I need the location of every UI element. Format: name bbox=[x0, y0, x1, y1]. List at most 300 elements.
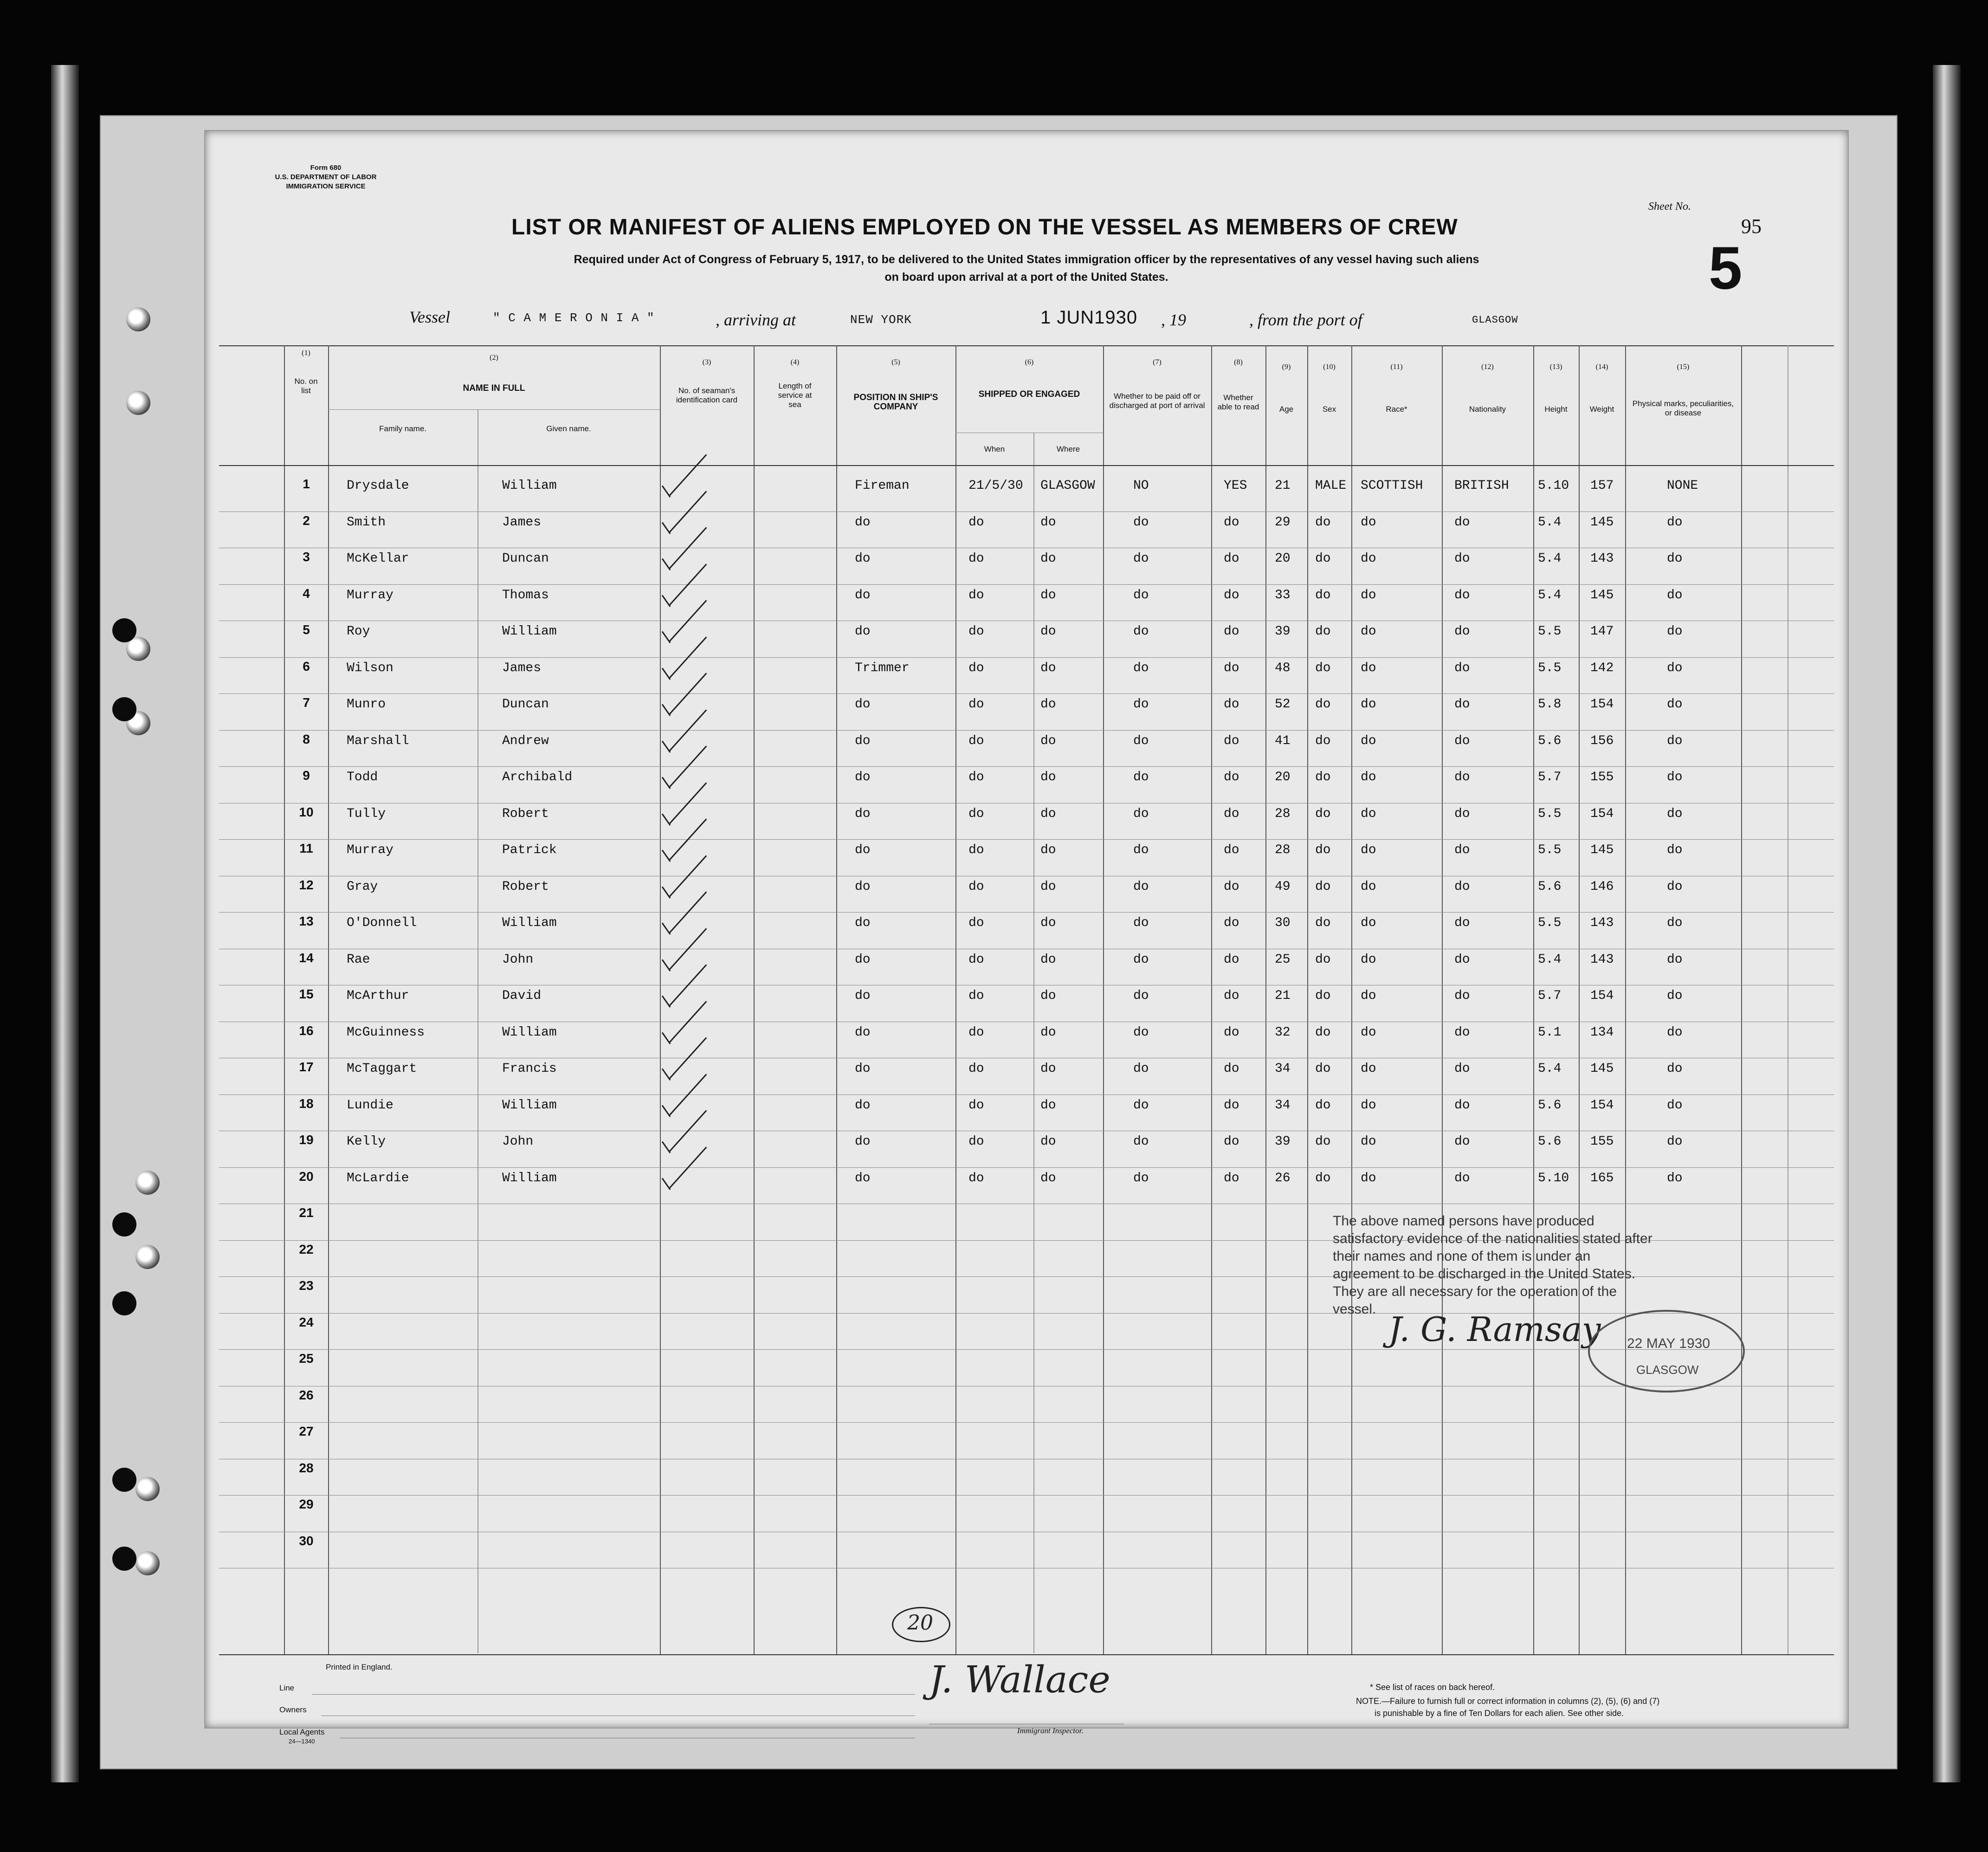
weight-cell: 145 bbox=[1590, 515, 1614, 530]
shipped-where-cell: do bbox=[1040, 952, 1056, 967]
physical-marks-cell: do bbox=[1667, 697, 1683, 712]
nationality-cell: do bbox=[1454, 1171, 1470, 1185]
local-agents-label: Local Agents bbox=[279, 1728, 325, 1736]
id-card-checkmark-tail bbox=[662, 558, 671, 570]
able-to-read-cell: do bbox=[1224, 879, 1239, 894]
physical-marks-cell: do bbox=[1667, 952, 1683, 967]
able-to-read-cell: do bbox=[1224, 1134, 1239, 1149]
nationality-cell: do bbox=[1454, 697, 1470, 712]
punch-hole bbox=[112, 1468, 136, 1492]
col2-header: NAME IN FULL bbox=[463, 383, 525, 393]
physical-marks-cell: do bbox=[1667, 989, 1683, 1003]
position-cell: do bbox=[855, 1062, 871, 1076]
height-cell: 5.4 bbox=[1538, 515, 1562, 530]
weight-cell: 155 bbox=[1590, 770, 1614, 784]
able-to-read-cell: do bbox=[1224, 551, 1239, 566]
row-number: 15 bbox=[299, 987, 314, 1001]
paid-off-cell: do bbox=[1133, 733, 1149, 748]
punch-hole bbox=[136, 1245, 160, 1269]
given-name-cell: John bbox=[502, 952, 534, 967]
race-cell: do bbox=[1361, 1062, 1376, 1076]
row-number: 10 bbox=[299, 804, 314, 819]
nationality-cell: do bbox=[1454, 1134, 1470, 1149]
col14-number: (14) bbox=[1595, 363, 1608, 371]
row-rule bbox=[219, 839, 1834, 840]
id-card-checkmark-tail bbox=[662, 631, 671, 643]
shipped-where-cell: do bbox=[1040, 916, 1056, 930]
age-cell: 34 bbox=[1275, 1062, 1291, 1076]
sex-cell: do bbox=[1315, 1098, 1331, 1113]
row-number: 27 bbox=[299, 1424, 314, 1438]
col1-header: No. on list bbox=[294, 377, 318, 395]
sex-cell: do bbox=[1315, 806, 1331, 821]
arrival-port: NEW YORK bbox=[850, 313, 912, 327]
shipped-where-cell: do bbox=[1040, 989, 1056, 1003]
page-number: 5 bbox=[1709, 234, 1743, 302]
age-cell: 28 bbox=[1275, 806, 1291, 821]
shipped-when-cell: do bbox=[968, 1098, 984, 1113]
given-name-cell: James bbox=[502, 515, 542, 530]
nationality-cell: do bbox=[1454, 989, 1470, 1003]
physical-marks-cell: do bbox=[1667, 1062, 1683, 1076]
paid-off-cell: do bbox=[1133, 697, 1149, 712]
able-to-read-cell: do bbox=[1224, 843, 1239, 857]
row-number: 5 bbox=[303, 622, 310, 637]
height-cell: 5.4 bbox=[1538, 952, 1562, 967]
column-divider bbox=[1033, 433, 1034, 1653]
height-cell: 5.6 bbox=[1538, 1098, 1562, 1113]
height-cell: 5.5 bbox=[1538, 661, 1562, 675]
family-name-cell: Roy bbox=[347, 624, 370, 639]
id-card-checkmark-tail bbox=[662, 740, 671, 752]
nationality-cell: do bbox=[1454, 770, 1470, 784]
id-card-checkmark-tail bbox=[662, 777, 671, 789]
shipped-where-cell: do bbox=[1040, 551, 1056, 566]
weight-cell: 147 bbox=[1590, 624, 1614, 639]
nationality-cell: do bbox=[1454, 551, 1470, 566]
able-to-read-cell: do bbox=[1224, 770, 1239, 784]
row-number: 26 bbox=[299, 1387, 314, 1402]
shipped-when-cell: do bbox=[968, 1062, 984, 1076]
row-number: 13 bbox=[299, 914, 314, 928]
row-number: 29 bbox=[299, 1497, 314, 1511]
position-cell: do bbox=[855, 697, 871, 712]
physical-marks-cell: do bbox=[1667, 806, 1683, 821]
physical-marks-cell: do bbox=[1667, 515, 1683, 530]
sex-cell: do bbox=[1315, 952, 1331, 967]
physical-marks-cell: do bbox=[1667, 879, 1683, 894]
shipped-where-cell: do bbox=[1040, 1025, 1056, 1040]
race-cell: SCOTTISH bbox=[1361, 479, 1423, 493]
col10-number: (10) bbox=[1323, 363, 1336, 371]
position-cell: do bbox=[855, 588, 871, 602]
nationality-cell: do bbox=[1454, 806, 1470, 821]
height-cell: 5.8 bbox=[1538, 697, 1562, 712]
race-cell: do bbox=[1361, 697, 1376, 712]
sheet-number-value: 95 bbox=[1741, 215, 1762, 238]
paid-off-cell: do bbox=[1133, 1025, 1149, 1040]
column-divider bbox=[955, 345, 956, 1654]
weight-cell: 165 bbox=[1590, 1171, 1614, 1185]
arrival-date: 1 JUN1930 bbox=[1040, 307, 1138, 328]
column-divider bbox=[1265, 345, 1266, 1654]
physical-marks-cell: do bbox=[1667, 551, 1683, 566]
weight-cell: 145 bbox=[1590, 588, 1614, 602]
position-cell: do bbox=[855, 1098, 871, 1113]
weight-cell: 146 bbox=[1590, 879, 1614, 894]
shipped-where-cell: do bbox=[1040, 697, 1056, 712]
col4-header: Length of service at sea bbox=[778, 382, 812, 409]
shipped-when-cell: do bbox=[968, 551, 984, 566]
row-number: 6 bbox=[303, 659, 310, 673]
position-cell: do bbox=[855, 879, 871, 894]
race-cell: do bbox=[1361, 879, 1376, 894]
row-rule bbox=[219, 1495, 1834, 1496]
row-number: 28 bbox=[299, 1460, 314, 1475]
given-name-cell: Robert bbox=[502, 806, 549, 821]
family-name-cell: Gray bbox=[347, 879, 378, 894]
physical-marks-cell: do bbox=[1667, 843, 1683, 857]
physical-marks-cell: do bbox=[1667, 1098, 1683, 1113]
age-cell: 49 bbox=[1275, 879, 1291, 894]
family-name-cell: Lundie bbox=[347, 1098, 394, 1113]
sex-cell: do bbox=[1315, 989, 1331, 1003]
shipped-when-cell: do bbox=[968, 697, 984, 712]
id-card-checkmark-tail bbox=[662, 996, 671, 1008]
binder-rail-left bbox=[51, 65, 79, 1782]
given-name-cell: William bbox=[502, 1025, 557, 1040]
position-cell: do bbox=[855, 551, 871, 566]
weight-cell: 154 bbox=[1590, 697, 1614, 712]
family-name-cell: McArthur bbox=[347, 989, 409, 1003]
position-cell: Fireman bbox=[855, 479, 910, 493]
column-divider bbox=[1307, 345, 1308, 1654]
family-name-cell: Smith bbox=[347, 515, 386, 530]
age-cell: 39 bbox=[1275, 624, 1291, 639]
race-cell: do bbox=[1361, 1134, 1376, 1149]
physical-marks-cell: do bbox=[1667, 661, 1683, 675]
sex-cell: do bbox=[1315, 770, 1331, 784]
printed-in-england: Printed in England. bbox=[326, 1663, 393, 1671]
family-name-cell: Murray bbox=[347, 588, 394, 602]
column-divider bbox=[660, 345, 661, 1654]
col7-header: Whether to be paid off or discharged at port of arrival bbox=[1109, 392, 1205, 410]
id-card-checkmark-tail bbox=[662, 1068, 671, 1081]
weight-cell: 154 bbox=[1590, 806, 1614, 821]
col5-header: POSITION IN SHIP'S COMPANY bbox=[853, 393, 938, 412]
punch-hole bbox=[126, 391, 150, 415]
row-number: 8 bbox=[303, 732, 310, 746]
punch-hole bbox=[136, 1551, 160, 1575]
sex-cell: do bbox=[1315, 551, 1331, 566]
height-cell: 5.5 bbox=[1538, 806, 1562, 821]
column-divider bbox=[328, 345, 329, 1654]
height-cell: 5.5 bbox=[1538, 843, 1562, 857]
row-rule bbox=[219, 1422, 1834, 1423]
given-name-cell: Francis bbox=[502, 1062, 557, 1076]
physical-marks-cell: do bbox=[1667, 1025, 1683, 1040]
paid-off-cell: NO bbox=[1133, 479, 1149, 493]
age-cell: 29 bbox=[1275, 515, 1291, 530]
height-cell: 5.10 bbox=[1538, 479, 1569, 493]
sex-cell: do bbox=[1315, 1025, 1331, 1040]
sex-cell: do bbox=[1315, 1134, 1331, 1149]
nationality-declaration-stamp: The above named persons have produced satisfactory evidence of the nationalities stated after their names and none of them is under an agreement to be discharged in the United States. They are all necessary for the operation of the vessel. bbox=[1333, 1213, 1652, 1317]
family-name-cell: McKellar bbox=[347, 551, 409, 566]
column-divider bbox=[1442, 345, 1443, 1654]
count-circled bbox=[892, 1607, 950, 1642]
shipped-where-cell: do bbox=[1040, 733, 1056, 748]
paid-off-cell: do bbox=[1133, 588, 1149, 602]
row-number: 3 bbox=[303, 550, 310, 564]
arriving-label: , arriving at bbox=[716, 311, 796, 329]
form-identifier bbox=[270, 163, 381, 191]
race-cell: do bbox=[1361, 952, 1376, 967]
height-cell: 5.4 bbox=[1538, 551, 1562, 566]
weight-cell: 134 bbox=[1590, 1025, 1614, 1040]
shipped-where-cell: do bbox=[1040, 1171, 1056, 1185]
column-divider bbox=[1211, 345, 1212, 1654]
height-cell: 5.10 bbox=[1538, 1171, 1569, 1185]
family-name-cell: Murray bbox=[347, 843, 394, 857]
row-number: 30 bbox=[299, 1533, 314, 1548]
header-rule bbox=[328, 409, 660, 410]
col5-number: (5) bbox=[891, 358, 900, 366]
row-number: 4 bbox=[303, 586, 310, 601]
able-to-read-cell: do bbox=[1224, 661, 1239, 675]
col10-header: Sex bbox=[1322, 405, 1336, 414]
position-cell: do bbox=[855, 916, 871, 930]
weight-cell: 143 bbox=[1590, 952, 1614, 967]
punch-hole bbox=[136, 1477, 160, 1501]
shipped-where-cell: do bbox=[1040, 1134, 1056, 1149]
col12-number: (12) bbox=[1481, 363, 1494, 371]
weight-cell: 143 bbox=[1590, 916, 1614, 930]
row-rule bbox=[219, 912, 1834, 913]
paid-off-cell: do bbox=[1133, 916, 1149, 930]
age-cell: 21 bbox=[1275, 989, 1291, 1003]
row-number: 12 bbox=[299, 877, 314, 892]
weight-cell: 143 bbox=[1590, 551, 1614, 566]
sex-cell: do bbox=[1315, 515, 1331, 530]
col3-header: No. of seaman's identification card bbox=[676, 386, 738, 404]
race-cell: do bbox=[1361, 843, 1376, 857]
vessel-label: Vessel bbox=[409, 308, 450, 326]
row-number: 19 bbox=[299, 1133, 314, 1147]
column-divider bbox=[1579, 345, 1580, 1654]
height-cell: 5.6 bbox=[1538, 1134, 1562, 1149]
id-card-checkmark-tail bbox=[662, 850, 671, 862]
given-name-cell: William bbox=[502, 479, 557, 493]
shipped-where-cell: do bbox=[1040, 806, 1056, 821]
shipped-where-cell: do bbox=[1040, 1062, 1056, 1076]
age-cell: 48 bbox=[1275, 661, 1291, 675]
line-underline bbox=[312, 1694, 915, 1695]
weight-cell: 145 bbox=[1590, 843, 1614, 857]
physical-marks-cell: NONE bbox=[1667, 479, 1698, 493]
stamp-date: 22 MAY 1930 bbox=[1627, 1336, 1710, 1351]
header-bottom-rule bbox=[219, 465, 1834, 466]
position-cell: do bbox=[855, 989, 871, 1003]
position-cell: do bbox=[855, 770, 871, 784]
column-divider bbox=[836, 345, 837, 1654]
age-cell: 41 bbox=[1275, 733, 1291, 748]
inspector-signature: J. Wallace bbox=[929, 1658, 1110, 1701]
row-number: 21 bbox=[299, 1205, 314, 1220]
paid-off-cell: do bbox=[1133, 1098, 1149, 1113]
manifest-sheet bbox=[204, 130, 1849, 1745]
row-rule bbox=[219, 693, 1834, 694]
sex-cell: do bbox=[1315, 916, 1331, 930]
shipped-when-cell: do bbox=[968, 733, 984, 748]
row-number: 20 bbox=[299, 1169, 314, 1184]
shipped-when-cell: do bbox=[968, 806, 984, 821]
count-value: 20 bbox=[907, 1611, 933, 1635]
given-name-cell: William bbox=[502, 624, 557, 639]
age-cell: 26 bbox=[1275, 1171, 1291, 1185]
immigrant-inspector-label: Immigrant Inspector. bbox=[1017, 1726, 1084, 1735]
shipped-where-header: Where bbox=[1056, 445, 1080, 453]
row-number: 7 bbox=[303, 695, 310, 710]
nationality-cell: do bbox=[1454, 916, 1470, 930]
paid-off-cell: do bbox=[1133, 989, 1149, 1003]
family-name-cell: Marshall bbox=[347, 733, 409, 748]
age-cell: 28 bbox=[1275, 843, 1291, 857]
sex-cell: do bbox=[1315, 624, 1331, 639]
paid-off-cell: do bbox=[1133, 952, 1149, 967]
physical-marks-cell: do bbox=[1667, 733, 1683, 748]
nationality-cell: do bbox=[1454, 733, 1470, 748]
position-cell: do bbox=[855, 806, 871, 821]
age-cell: 33 bbox=[1275, 588, 1291, 602]
row-number: 1 bbox=[303, 477, 310, 491]
col6-number: (6) bbox=[1025, 358, 1034, 366]
height-cell: 5.6 bbox=[1538, 879, 1562, 894]
position-cell: do bbox=[855, 843, 871, 857]
row-number: 23 bbox=[299, 1278, 314, 1293]
able-to-read-cell: do bbox=[1224, 624, 1239, 639]
shipped-when-cell: 21/5/30 bbox=[968, 479, 1023, 493]
race-cell: do bbox=[1361, 916, 1376, 930]
age-cell: 25 bbox=[1275, 952, 1291, 967]
page-subtitle bbox=[400, 251, 1653, 286]
nationality-cell: do bbox=[1454, 624, 1470, 639]
owners-label: Owners bbox=[279, 1705, 307, 1714]
col6-header: SHIPPED OR ENGAGED bbox=[978, 389, 1080, 399]
paid-off-cell: do bbox=[1133, 1134, 1149, 1149]
punch-hole bbox=[136, 1171, 160, 1195]
shipped-when-cell: do bbox=[968, 952, 984, 967]
given-name-cell: William bbox=[502, 916, 557, 930]
id-card-checkmark-tail bbox=[662, 667, 671, 680]
age-cell: 52 bbox=[1275, 697, 1291, 712]
id-card-checkmark-tail bbox=[662, 813, 671, 825]
age-cell: 32 bbox=[1275, 1025, 1291, 1040]
footer-rule bbox=[219, 1654, 1834, 1655]
position-cell: do bbox=[855, 1171, 871, 1185]
id-card-checkmark-tail bbox=[662, 1141, 671, 1153]
able-to-read-cell: do bbox=[1224, 515, 1239, 530]
paid-off-cell: do bbox=[1133, 515, 1149, 530]
family-name-cell: Kelly bbox=[347, 1134, 386, 1149]
shipped-where-cell: do bbox=[1040, 879, 1056, 894]
paid-off-cell: do bbox=[1133, 879, 1149, 894]
sex-cell: do bbox=[1315, 1062, 1331, 1076]
position-cell: do bbox=[855, 1025, 871, 1040]
column-divider bbox=[1741, 345, 1742, 1654]
family-name-cell: McLardie bbox=[347, 1171, 409, 1185]
column-divider bbox=[1625, 345, 1626, 1654]
given-name-header: Given name. bbox=[546, 424, 591, 433]
id-card-checkmark-tail bbox=[662, 595, 671, 607]
col9-number: (9) bbox=[1282, 363, 1291, 371]
col3-number: (3) bbox=[702, 358, 711, 366]
sex-cell: do bbox=[1315, 588, 1331, 602]
row-number: 18 bbox=[299, 1096, 314, 1111]
height-cell: 5.5 bbox=[1538, 624, 1562, 639]
sheet-number-label: Sheet No. bbox=[1648, 201, 1691, 213]
row-number: 9 bbox=[303, 768, 310, 783]
able-to-read-cell: do bbox=[1224, 952, 1239, 967]
col8-header: Whether able to read bbox=[1217, 393, 1259, 411]
shipped-when-cell: do bbox=[968, 770, 984, 784]
sex-cell: do bbox=[1315, 1171, 1331, 1185]
sex-cell: do bbox=[1315, 733, 1331, 748]
able-to-read-cell: do bbox=[1224, 989, 1239, 1003]
race-cell: do bbox=[1361, 770, 1376, 784]
given-name-cell: Patrick bbox=[502, 843, 557, 857]
given-name-cell: James bbox=[502, 661, 542, 675]
family-name-cell: Wilson bbox=[347, 661, 394, 675]
column-divider bbox=[1351, 345, 1352, 1654]
paid-off-cell: do bbox=[1133, 770, 1149, 784]
vessel-name: " C A M E R O N I A " bbox=[493, 311, 655, 325]
shipped-when-cell: do bbox=[968, 1134, 984, 1149]
row-rule bbox=[219, 1094, 1834, 1095]
glasgow-date-stamp bbox=[1588, 1310, 1745, 1392]
family-name-header: Family name. bbox=[379, 424, 427, 433]
sex-cell: do bbox=[1315, 843, 1331, 857]
id-card-checkmark-tail bbox=[662, 923, 671, 935]
row-number: 11 bbox=[299, 841, 313, 855]
able-to-read-cell: YES bbox=[1224, 479, 1247, 493]
position-cell: do bbox=[855, 952, 871, 967]
vessel-rule bbox=[219, 345, 1834, 346]
nationality-cell: do bbox=[1454, 661, 1470, 675]
shipped-when-cell: do bbox=[968, 1171, 984, 1185]
able-to-read-cell: do bbox=[1224, 1171, 1239, 1185]
physical-marks-cell: do bbox=[1667, 588, 1683, 602]
form-number: Form 680 bbox=[310, 164, 342, 172]
id-card-checkmark-tail bbox=[662, 522, 671, 534]
able-to-read-cell: do bbox=[1224, 588, 1239, 602]
id-card-checkmark-tail bbox=[662, 959, 671, 971]
shipped-when-cell: do bbox=[968, 1025, 984, 1040]
weight-cell: 157 bbox=[1590, 479, 1614, 493]
row-rule bbox=[219, 730, 1834, 731]
row-number: 17 bbox=[299, 1060, 314, 1074]
col15-number: (15) bbox=[1677, 363, 1690, 371]
height-cell: 5.5 bbox=[1538, 916, 1562, 930]
paid-off-cell: do bbox=[1133, 624, 1149, 639]
race-cell: do bbox=[1361, 588, 1376, 602]
col13-header: Height bbox=[1544, 405, 1568, 414]
weight-cell: 155 bbox=[1590, 1134, 1614, 1149]
position-cell: do bbox=[855, 515, 871, 530]
family-name-cell: McTaggart bbox=[347, 1062, 417, 1076]
row-number: 14 bbox=[299, 950, 314, 965]
shipped-when-cell: do bbox=[968, 916, 984, 930]
